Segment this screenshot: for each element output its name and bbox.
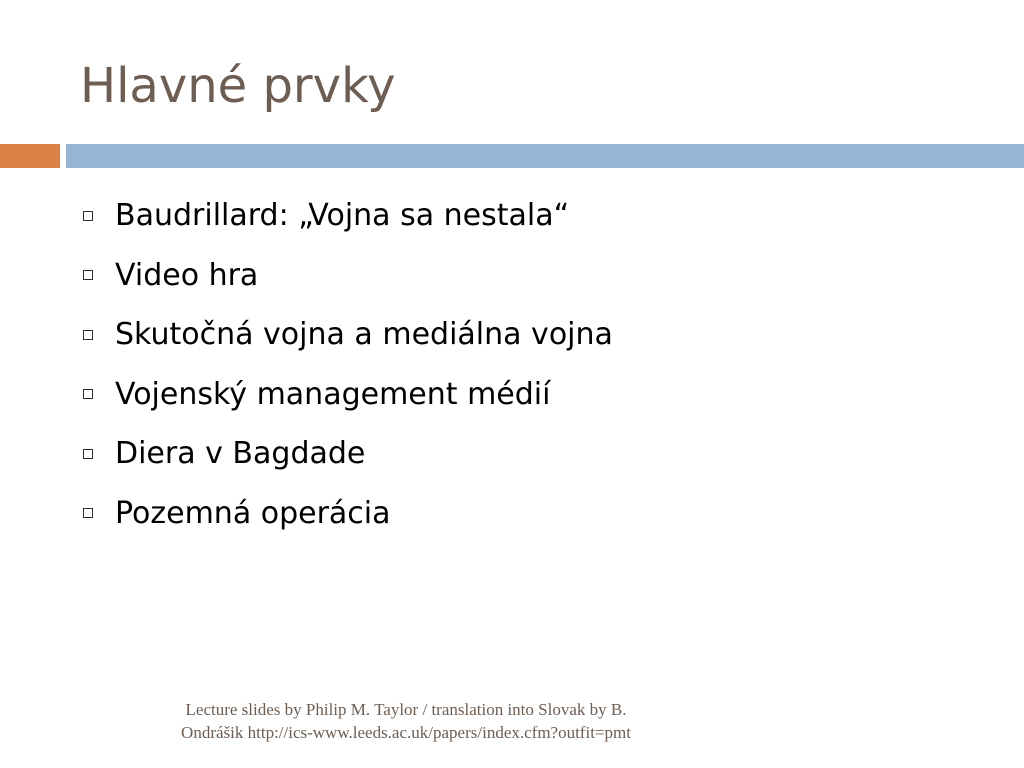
- square-bullet-icon: [83, 389, 93, 399]
- footer-credit: [110, 698, 702, 744]
- square-bullet-icon: [83, 211, 93, 221]
- bullet-text: Vojenský management médií: [115, 376, 551, 412]
- bullet-text: Baudrillard: „Vojna sa nestala“: [115, 198, 570, 234]
- list-item: [80, 246, 613, 306]
- bullet-text: Pozemná operácia: [115, 495, 391, 531]
- footer-line-2: Ondrášik http://ics-www.leeds.ac.uk/papers/index.cfm?outfit=pmt: [181, 723, 631, 742]
- bullet-text: Diera v Bagdade: [115, 436, 366, 472]
- square-bullet-icon: [83, 508, 93, 518]
- bullet-list: [80, 186, 613, 543]
- bullet-text: Skutočná vojna a mediálna vojna: [115, 317, 613, 353]
- slide-title: Hlavné prvky: [80, 58, 396, 114]
- list-item: [80, 365, 613, 425]
- accent-bar: [0, 144, 60, 168]
- list-item: [80, 305, 613, 365]
- footer-line-1: Lecture slides by Philip M. Taylor / translation into Slovak by B.: [185, 700, 627, 719]
- title-underline-bar: [66, 144, 1024, 168]
- square-bullet-icon: [83, 449, 93, 459]
- list-item: [80, 186, 613, 246]
- square-bullet-icon: [83, 330, 93, 340]
- list-item: [80, 424, 613, 484]
- bullet-text: Video hra: [115, 257, 259, 293]
- square-bullet-icon: [83, 270, 93, 280]
- list-item: [80, 484, 613, 544]
